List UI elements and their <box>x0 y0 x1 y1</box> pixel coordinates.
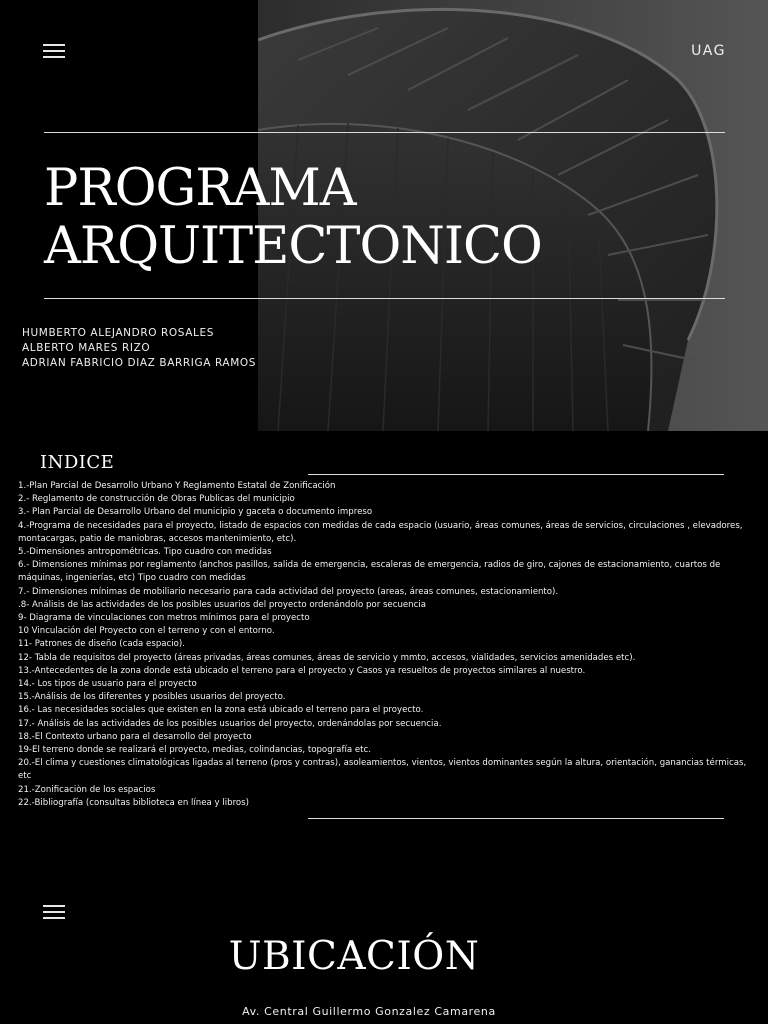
index-item: 18.-El Contexto urbano para el desarrollo del proyecto <box>18 731 252 742</box>
index-item: .8- Análisis de las actividades de los posibles usuarios del proyecto ordenándolo por secuencia <box>18 599 427 610</box>
divider-bottom <box>44 298 725 299</box>
index-item: 9- Diagrama de vinculaciones con metros mínimos para el proyecto <box>18 613 310 624</box>
index-item: 4.-Programa de necesidades para el proyecto, listado de espacios con medidas de cada espacio (usuario, áreas comunes, áreas de servicios, circulaciones , elevadores, montacargas, patio de maniobras, accesos mantenimiento, etc). <box>18 520 743 544</box>
index-item: 22.-Bibliografía (consultas biblioteca en línea y libros) <box>18 797 249 808</box>
index-item: 20.-El clima y cuestiones climatológicas ligadas al terreno (pros y contras), asoleamientos, vientos, vientos dominantes según la altura, orientación, ganancias térmicas, etc <box>18 758 747 782</box>
author-name: ADRIAN FABRICIO DIAZ BARRIGA RAMOS <box>22 357 256 369</box>
hero-section <box>0 0 768 431</box>
author-name: HUMBERTO ALEJANDRO ROSALES <box>22 327 214 339</box>
authors-list <box>22 326 256 371</box>
index-divider-bottom <box>308 818 724 819</box>
index-item: 12- Tabla de requisitos del proyecto (áreas privadas, áreas comunes, áreas de servicio y mmto, accesos, vialidades, servicios amenidades etc). <box>18 652 636 663</box>
index-item: 16.- Las necesidades sociales que existen en la zona está ubicado el terreno para el proyecto. <box>18 705 424 716</box>
index-item: 6.- Dimensiones mínimas por reglamento (anchos pasillos, salida de emergencia, escaleras de emergencia, radios de giro, cajones de estacionamiento, cuartos de máquinas, ingenierías, etc) Tipo cuadro con medidas <box>18 560 721 584</box>
hamburger-menu-icon[interactable] <box>43 904 65 920</box>
author-name: ALBERTO MARES RIZO <box>22 342 151 354</box>
brand-label: UAG <box>691 43 726 59</box>
index-item: 19-El terreno donde se realizará el proyecto, medias, colindancias, topografía etc. <box>18 745 371 756</box>
index-item: 1.-Plan Parcial de Desarrollo Urbano Y Reglamento Estatal de Zonificación <box>18 481 336 491</box>
title-line-2: ARQUITECTONICO <box>44 217 542 276</box>
divider-top <box>44 132 725 133</box>
index-item: 13.-Antecedentes de la zona donde está ubicado el terreno para el proyecto y Casos ya resueltos de proyectos similares al nuestro. <box>18 665 586 676</box>
index-item: 17.- Análisis de las actividades de los posibles usuarios del proyecto, ordenándolas por secuencia. <box>18 718 442 729</box>
index-list <box>18 480 750 810</box>
index-item: 3.- Plan Parcial de Desarrollo Urbano del municipio y gaceta o documento impreso <box>18 507 373 518</box>
index-item: 21.-Zonificaciòn de los espacios <box>18 784 156 795</box>
index-item: 15.-Análisis de los diferentes y posibles usuarios del proyecto. <box>18 692 286 703</box>
page-title <box>44 160 542 276</box>
index-divider-top <box>308 474 724 475</box>
index-item: 5.-Dimensiones antropométricas. Tipo cuadro con medidas <box>18 547 272 558</box>
location-address: Av. Central Guillermo Gonzalez Camarena <box>242 1005 496 1018</box>
index-item: 11- Patrones de diseño (cada espacio). <box>18 639 185 650</box>
index-item: 14.- Los tipos de usuario para el proyecto <box>18 679 197 690</box>
index-item: 2.- Reglamento de construcción de Obras Publicas del municipio <box>18 494 295 505</box>
index-item: 10 Vinculación del Proyecto con el terreno y con el entorno. <box>18 626 275 637</box>
hamburger-menu-icon[interactable] <box>43 43 65 59</box>
title-line-1: PROGRAMA <box>44 159 356 218</box>
location-title: UBICACIÓN <box>228 934 480 979</box>
index-title: INDICE <box>40 452 115 473</box>
index-item: 7.- Dimensiones mínimas de mobiliario necesario para cada actividad del proyecto (areas, áreas comunes, estacionamiento). <box>18 586 559 597</box>
